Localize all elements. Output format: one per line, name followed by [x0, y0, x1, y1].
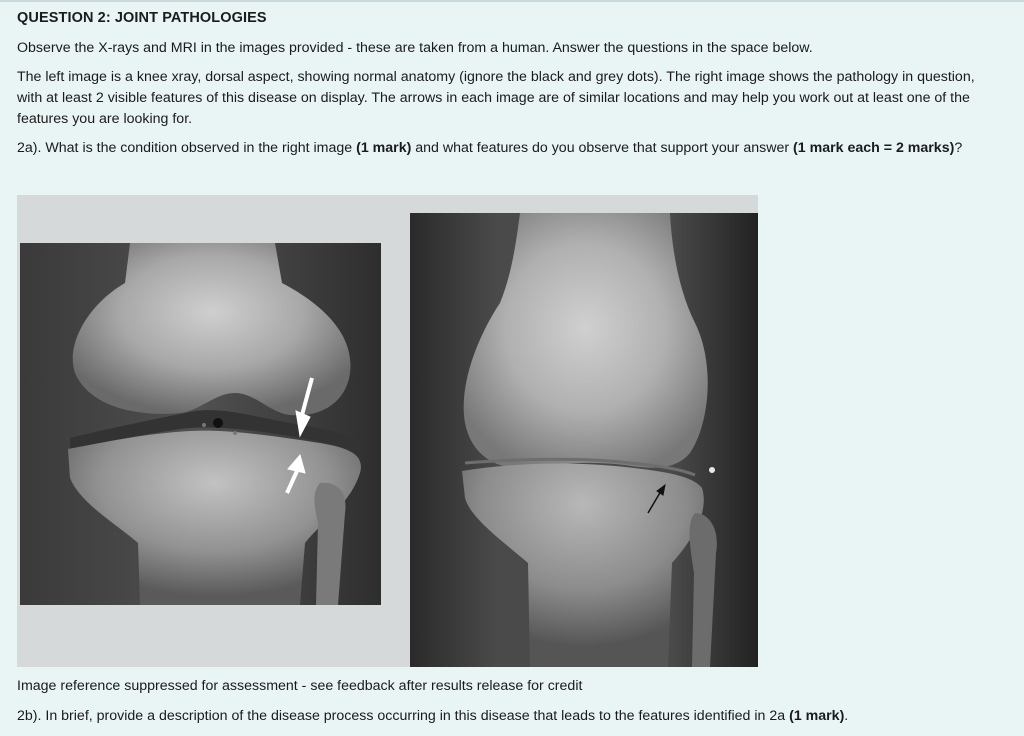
xray-figure: [17, 195, 758, 667]
image-caption: Image reference suppressed for assessment - see feedback after results release for credit: [17, 678, 583, 694]
question-title: QUESTION 2: JOINT PATHOLOGIES: [17, 10, 267, 26]
q2a-text-1: 2a). What is the condition observed in the right image: [17, 140, 357, 156]
question-description: The left image is a knee xray, dorsal aspect, showing normal anatomy (ignore the black and grey dots). The right image shows the pathology in question, with at least 2 visible features of this disease on display. The arrows in each image are of similar locations and may help you work out at least one of the features you are looking for.: [17, 69, 975, 127]
q2a-mark-2: (1 mark each = 2 marks): [793, 140, 955, 156]
q2b-text-2: .: [844, 708, 849, 724]
q2b-text-1: 2b). In brief, provide a description of the disease process occurring in this disease that leads to the features identified in 2a: [17, 708, 790, 724]
q2a-text-3: ?: [954, 140, 963, 156]
q2b-mark-1: (1 mark): [789, 708, 845, 724]
question-2b: [17, 706, 848, 727]
q2a-mark-1: (1 mark): [356, 140, 412, 156]
q2a-text-2: and what features do you observe that support your answer: [411, 140, 794, 156]
question-intro: Observe the X-rays and MRI in the images provided - these are taken from a human. Answer the questions in the space below.: [17, 40, 813, 56]
normal-knee-xray: [20, 243, 381, 605]
question-2a: [17, 138, 1000, 159]
pathology-knee-xray: [410, 213, 758, 667]
